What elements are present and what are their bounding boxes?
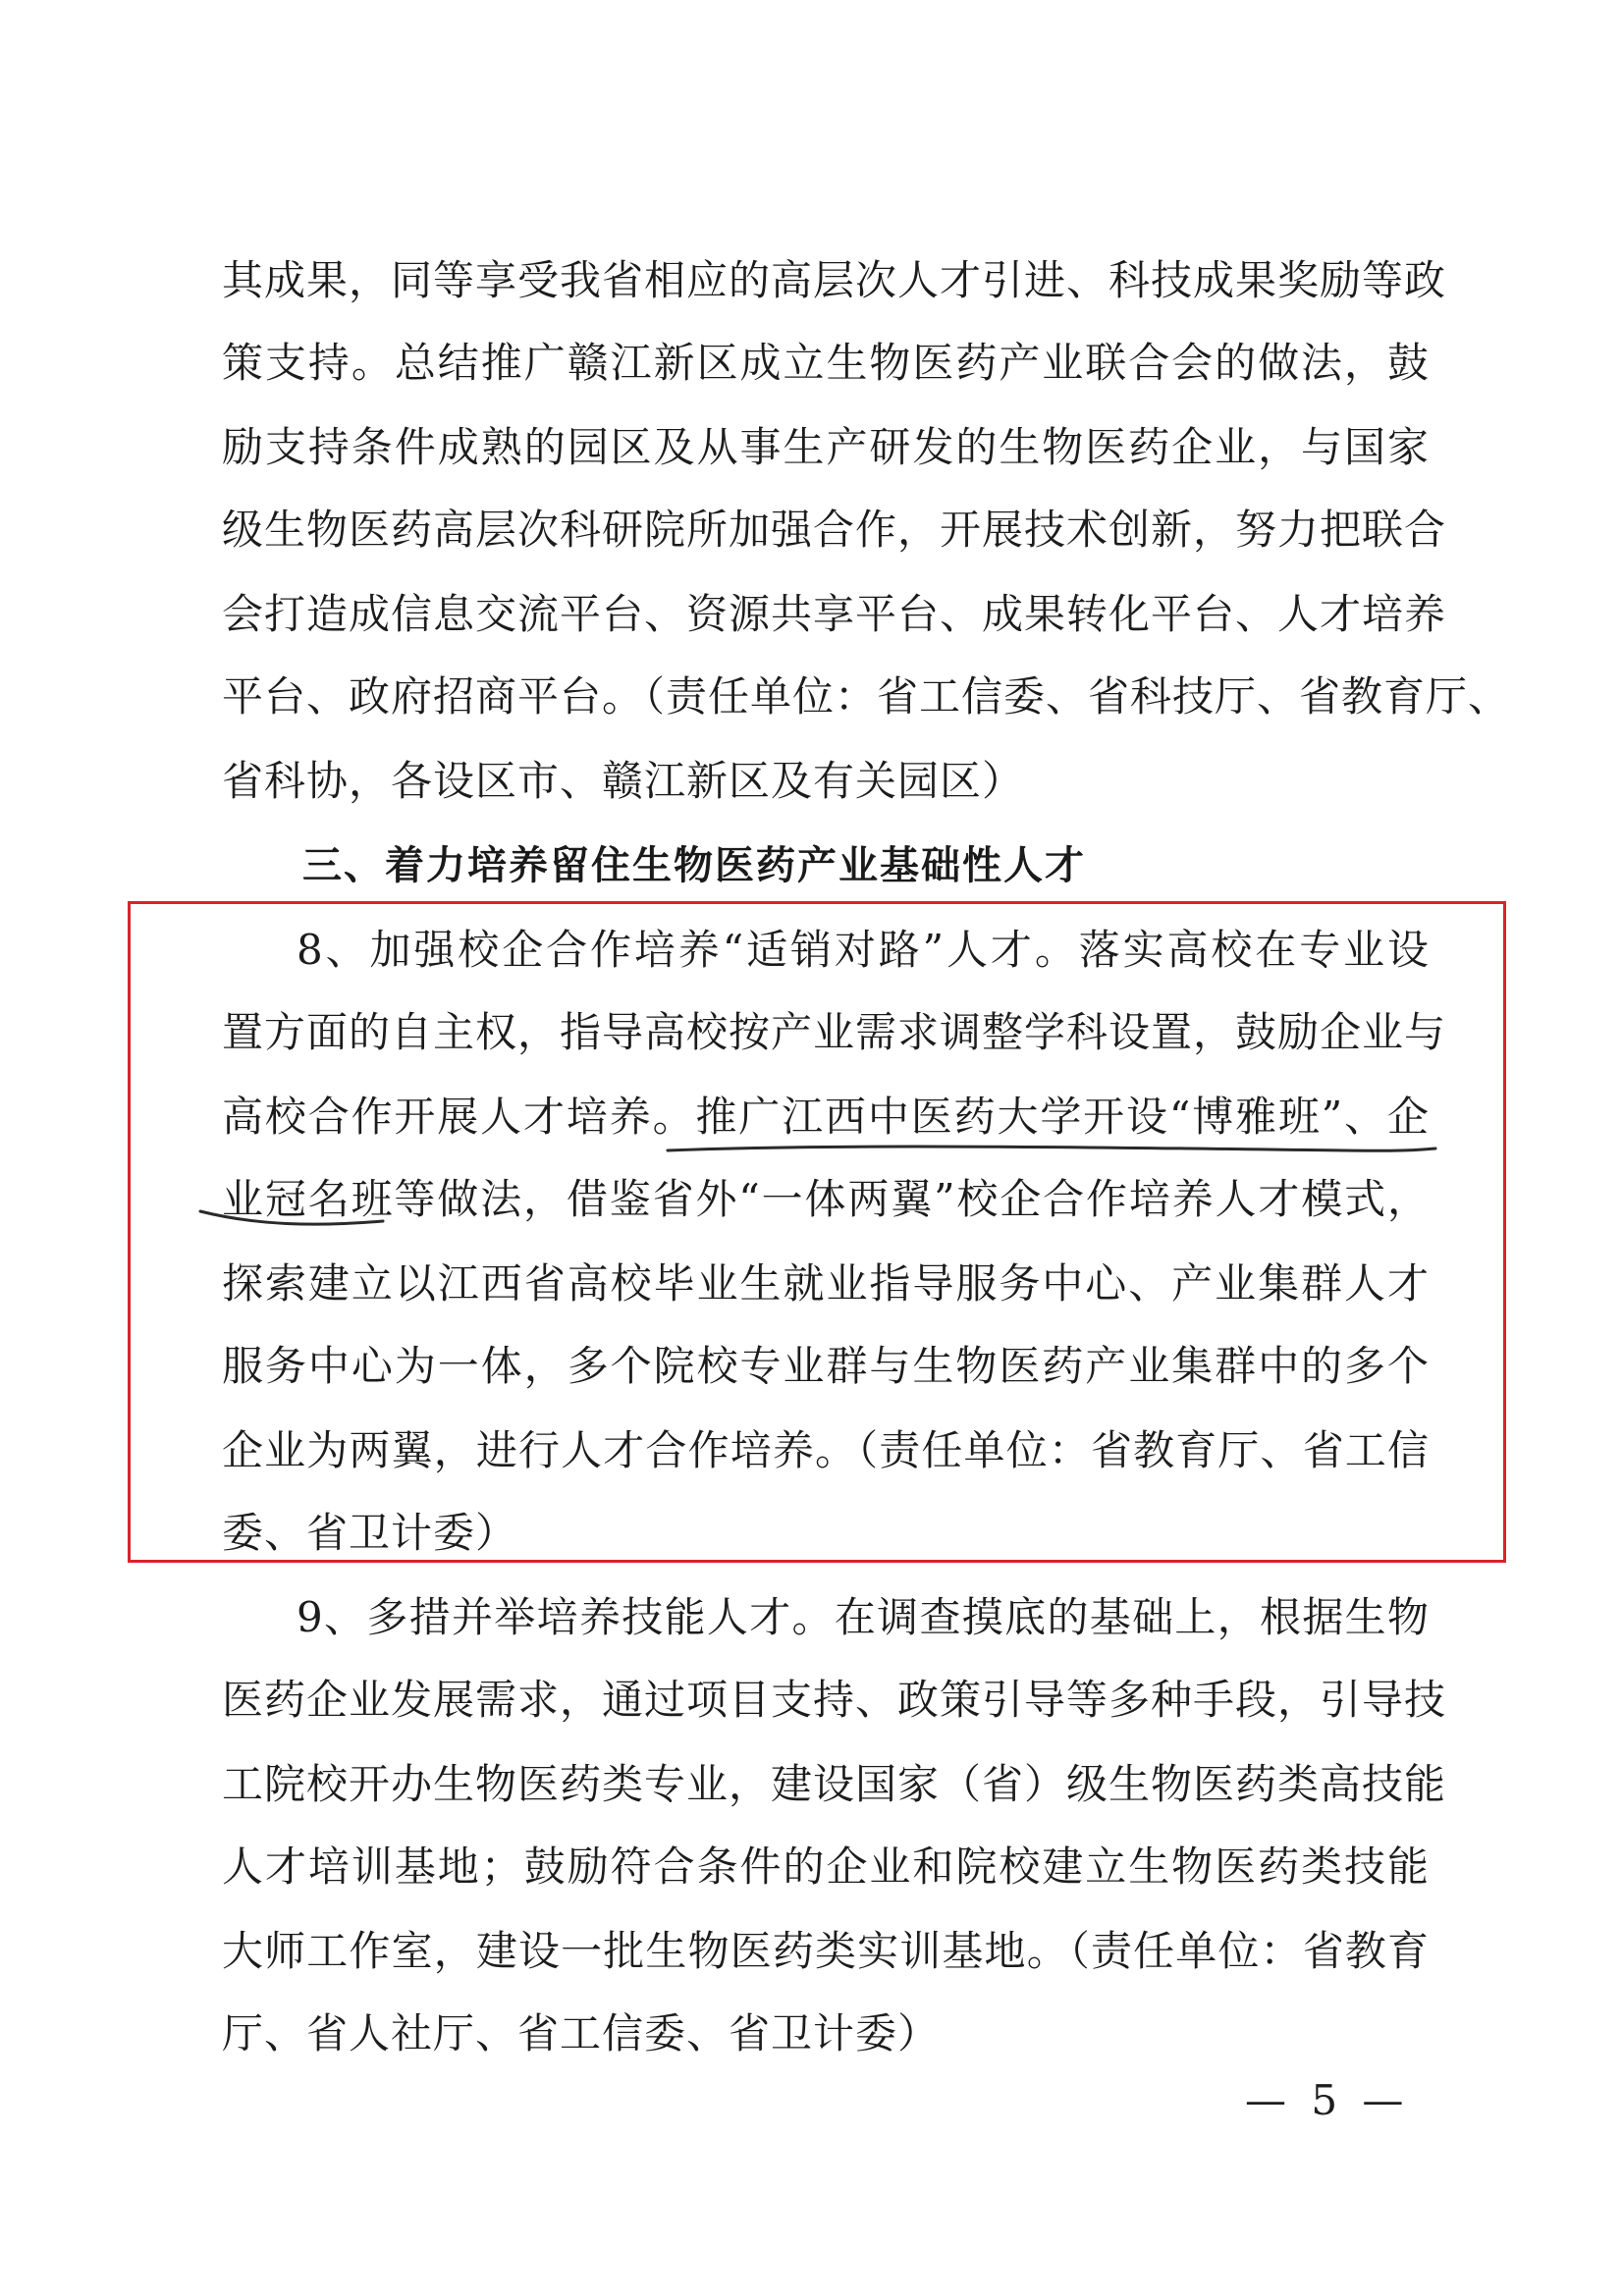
- paragraph-line: 置方面的自主权，指导高校按产业需求调整学科设置，鼓励企业与: [222, 1008, 1447, 1056]
- paragraph-line: 会打造成信息交流平台、资源共享平台、成果转化平台、人才培养: [222, 590, 1447, 638]
- underline-stroke-lower: [200, 1211, 383, 1224]
- section-heading: 三、着力培养留住生物医药产业基础性人才: [302, 843, 1086, 888]
- paragraph-line: 工院校开办生物医药类专业，建设国家（省）级生物医药类高技能: [222, 1760, 1447, 1808]
- paragraph-line: 服务中心为一体，多个院校专业群与生物医药产业集群中的多个: [222, 1342, 1430, 1390]
- paragraph-line: 其成果，同等享受我省相应的高层次人才引进、科技成果奖励等政: [222, 256, 1447, 304]
- paragraph-line: 大师工作室，建设一批生物医药类实训基地。（责任单位：省教育: [222, 1927, 1430, 1975]
- paragraph-line: 励支持条件成熟的园区及从事生产研发的生物医药企业，与国家: [222, 423, 1430, 471]
- paragraph-line: 厅、省人社厅、省工信委、省卫计委）: [222, 2009, 941, 2057]
- paragraph-line: 平台、政府招商平台。（责任单位：省工信委、省科技厅、省教育厅、: [222, 672, 1511, 721]
- paragraph-line: 业冠名班等做法，借鉴省外“一体两翼”校企合作培养人才模式，: [222, 1175, 1430, 1223]
- paragraph-line: 企业为两翼，进行人才合作培养。（责任单位：省教育厅、省工信: [222, 1426, 1430, 1474]
- paragraph-line: 医药企业发展需求，通过项目支持、政策引导等多种手段，引导技: [222, 1676, 1447, 1724]
- paragraph-line: 省科协，各设区市、赣江新区及有关园区）: [222, 757, 1025, 805]
- paragraph-line: 9、多措并举培养技能人才。在调查摸底的基础上，根据生物: [297, 1593, 1430, 1641]
- paragraph-line: 委、省卫计委）: [222, 1509, 518, 1557]
- paragraph-line: 探索建立以江西省高校毕业生就业指导服务中心、产业集群人才: [222, 1259, 1430, 1308]
- paragraph-line: 人才培训基地；鼓励符合条件的企业和院校建立生物医药类技能: [222, 1842, 1430, 1891]
- paragraph-line: 8、加强校企合作培养“适销对路”人才。落实高校在专业设: [297, 926, 1430, 974]
- paragraph-line: 级生物医药高层次科研院所加强合作，开展技术创新，努力把联合: [222, 506, 1447, 554]
- page-number: — 5 —: [1245, 2076, 1410, 2124]
- paragraph-line: 策支持。总结推广赣江新区成立生物医药产业联合会的做法，鼓: [222, 339, 1430, 387]
- handwritten-underline: [196, 1109, 1443, 1227]
- underline-stroke-upper: [668, 1147, 1435, 1150]
- paragraph-line: 高校合作开展人才培养。推广江西中医药大学开设“博雅班”、企: [222, 1093, 1430, 1141]
